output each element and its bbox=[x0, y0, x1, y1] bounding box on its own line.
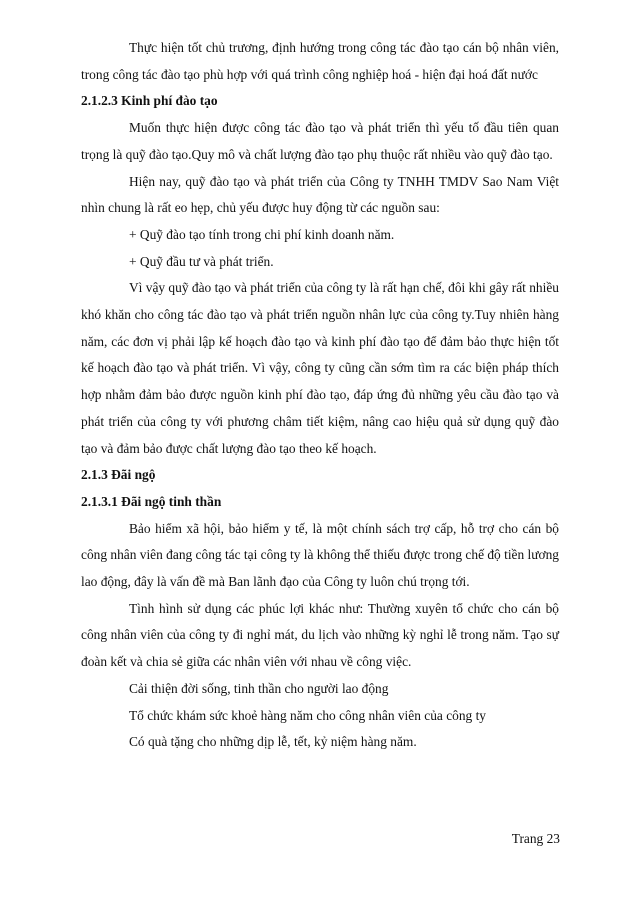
list-item-operating-cost-fund: + Quỹ đào tạo tính trong chi phí kinh doanh năm. bbox=[129, 226, 395, 242]
page-number: Trang 23 bbox=[511, 831, 560, 846]
paragraph-fund-sources: Hiện nay, quỹ đào tạo và phát triển của Công ty TNHH TMDV Sao Nam Việt nhìn chung là rất eo hẹp, chủ yếu được huy động từ các nguồn sau: bbox=[81, 173, 559, 216]
paragraph-fund-limitations: Vì vậy quỹ đào tạo và phát triển của công ty là rất hạn chế, đôi khi gây rất nhiều khó khăn cho công tác đào tạo và phát triển nguồn nhân lực của công ty.Tuy nhiên hàng năm, các đơn vị phải lập kế hoạch đào tạo và kinh phí đào tạo để đảm bảo thực hiện tốt kế hoạch đào tạo và phát triển. Vì vậy, công ty cũng cần sớm tìm ra các biện pháp thích hợp nhằm đảm bảo được nguồn kinh phí đào tạo, đáp ứng đủ những yêu cầu đào tạo và phát triển của công ty với phương châm tiết kiệm, nâng cao hiệu quả sử dụng quỹ đào tạo và đảm bảo được chất lượng đào tạo theo kế hoạch. bbox=[81, 280, 559, 456]
list-item-gifts: Có quà tặng cho những dịp lễ, tết, kỷ niệm hàng năm. bbox=[129, 734, 417, 750]
document-body bbox=[81, 35, 559, 756]
paragraph-training-policy: Thực hiện tốt chủ trương, định hướng trong công tác đào tạo cán bộ nhân viên, trong công tác đào tạo phù hợp với quá trình công nghiệp hoá - hiện đại hoá đất nước bbox=[81, 40, 559, 82]
list-item-health-check: Tổ chức khám sức khoẻ hàng năm cho công nhân viên của công ty bbox=[129, 707, 486, 723]
list-item-investment-fund: + Quỹ đầu tư và phát triển. bbox=[129, 253, 274, 269]
paragraph-welfare: Tình hình sử dụng các phúc lợi khác như: Thường xuyên tổ chức cho cán bộ công nhân viên của công ty đi nghỉ mát, du lịch vào những kỳ nghỉ lễ trong năm. Tạo sự đoàn kết và chia sẻ giữa các nhân viên với nhau về công việc. bbox=[81, 600, 559, 670]
heading-compensation: 2.1.3 Đãi ngộ bbox=[81, 467, 156, 483]
heading-non-financial-compensation: 2.1.3.1 Đãi ngộ tinh thần bbox=[81, 493, 222, 509]
list-item-improve-life: Cải thiện đời sống, tinh thần cho người lao động bbox=[129, 680, 389, 696]
paragraph-social-insurance: Bảo hiểm xã hội, bảo hiểm y tế, là một chính sách trợ cấp, hỗ trợ cho cán bộ công nhân viên đang công tác tại công ty là không thể thiếu được trong chế độ tiền lương lao động, đây là vấn đề mà Ban lãnh đạo của Công ty luôn chú trọng tới. bbox=[81, 520, 559, 590]
heading-training-budget: 2.1.2.3 Kinh phí đào tạo bbox=[81, 93, 218, 109]
paragraph-training-fund: Muốn thực hiện được công tác đào tạo và phát triển thì yếu tố đầu tiên quan trọng là quỹ đào tạo.Quy mô và chất lượng đào tạo phụ thuộc rất nhiều vào quỹ đào tạo. bbox=[81, 120, 559, 162]
